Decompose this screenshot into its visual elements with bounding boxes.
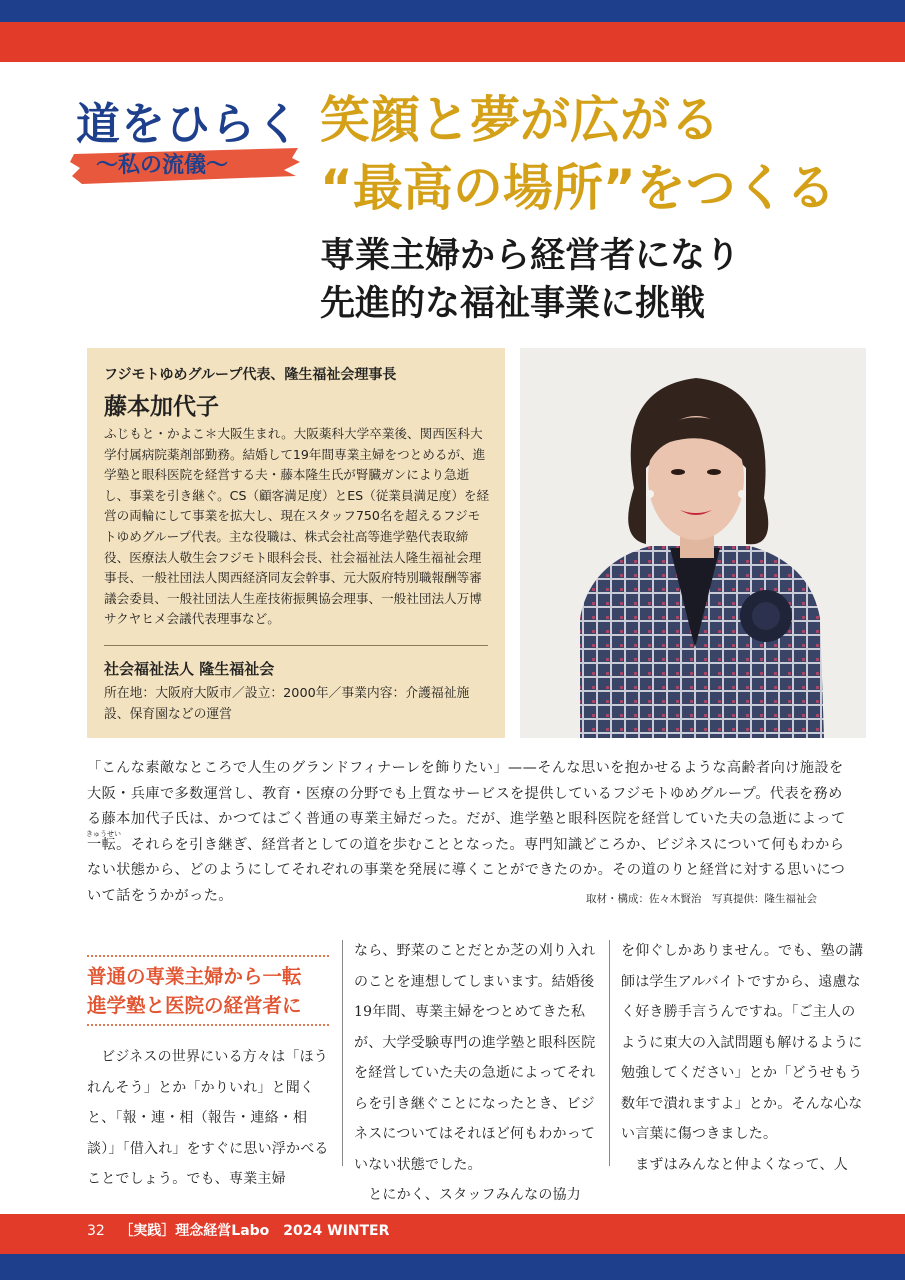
series-subtitle: 〜私の流儀〜	[96, 152, 229, 178]
section-rule-bottom	[87, 1024, 329, 1026]
credit-line: 取材・構成：佐々木賢治 写真提供：隆生福祉会	[586, 893, 817, 905]
section-heading-line-2: 進学塾と医院の経営者に	[87, 994, 302, 1017]
section-heading-line-1: 普通の専業主婦から一転	[87, 965, 302, 988]
organization-info: 所在地：大阪府大阪市／設立：2000年／事業内容：介護福祉施設、保育園などの運営	[104, 686, 470, 722]
profile-divider	[104, 645, 488, 646]
body-column-2: なら、野菜のことだとか芝の刈り入れのことを連想してしまいます。結婚後19年間、専業主婦をつとめてきた私が、大学受験専門の進学塾と眼科医院を経営していた夫の急逝によってそれらを引き継ぐことになったとき、ビジネスについてはそれほど何もわかっていない状態でした。 とにかく、スタッフみんなの協力	[354, 943, 596, 1203]
body-column-1: ビジネスの世界にいる方々は「ほうれんそう」とか「かりいれ」と聞くと、「報・連・相（報告・連絡・相談）」「借入れ」をすぐに思い浮かべることでしょう。でも、専業主婦	[87, 1049, 329, 1187]
bottom-blue-band	[0, 1254, 905, 1280]
section-heading	[87, 962, 337, 1020]
lead-paragraph: 「こんな素敵なところで人生のグランドフィナーレを飾りたい」——そんな思いを抱かせるような高齢者向け施設を大阪・兵庫で多数運営し、教育・医療の分野でも上質なサービスを提供しているフジモトゆめグループ。代表を務める藤本加代子氏は、かつてはごく普通の専業主婦だった。だが、進学塾と眼科医院を経営していた夫の急逝によって一転。それらを引き継ぎ、経営者としての道を歩むこととなった。専門知識どころか、ビジネスについて何もわからない状態から、どのようにしてそれぞれの事業を発展に導くことができたのか。その道のりと経営に対する思いについて話をうかがった。	[87, 760, 846, 904]
body-column-3: を仰ぐしかありません。でも、塾の講師は学生アルバイトですから、遠慮なく好き勝手言うんですね。「ご主人のように東大の入試問題も解けるように勉強してください」とか「どうせもう数年で潰れますよ」とか。そんな心ない言葉に傷つきました。 まずはみんなと仲よくなって、人	[621, 943, 864, 1173]
headline-line-1: 笑顔と夢が広がる	[320, 91, 720, 149]
headline-line-2: “最高の場所”をつくる	[320, 159, 836, 217]
top-blue-band	[0, 0, 905, 22]
footer-folio	[87, 1220, 389, 1240]
headline	[320, 86, 836, 222]
ruby-annotation: きゅうせい	[86, 830, 121, 838]
magazine-title: ［実践］理念経営Labo 2024 WINTER	[119, 1223, 390, 1239]
subheadline-line-2: 先進的な福祉事業に挑戦	[320, 283, 706, 324]
subheadline-line-1: 専業主婦から経営者になり	[320, 235, 741, 276]
profile-name: 藤本加代子	[104, 394, 219, 420]
column-divider	[342, 940, 343, 1166]
column-divider	[609, 940, 610, 1166]
subheadline	[320, 232, 740, 328]
organization-name: 社会福祉法人 隆生福祉会	[104, 660, 275, 678]
top-red-band	[0, 22, 905, 62]
page-number: 32	[87, 1223, 105, 1239]
profile-bio: ふじもと・かよこ＊大阪生まれ。大阪薬科大学卒業後、関西医科大学付属病院薬剤部勤務。結婚して19年間専業主婦をつとめるが、進学塾と眼科医院を経営する夫・藤本隆生氏が腎臓ガンにより急逝し、事業を引き継ぐ。CS（顧客満足度）とES（従業員満足度）を経営の両輪にして事業を拡大し、現在スタッフ750名を超えるフジモトゆめグループ代表。主な役職は、株式会社高等進学塾代表取締役、医療法人敬生会フジモト眼科会長、社会福祉法人隆生福祉会理事長、一般社団法人関西経済同友会幹事、元大阪府特別職報酬等審議会委員、一般社団法人生産技術振興協会理事、一般社団法人万博サクヤヒメ会議代表理事など。	[104, 426, 490, 627]
profile-role: フジモトゆめグループ代表、隆生福祉会理事長	[104, 367, 397, 383]
portrait-photo	[520, 348, 866, 738]
series-title: 道をひらく	[76, 99, 301, 150]
section-rule-top	[87, 955, 329, 957]
